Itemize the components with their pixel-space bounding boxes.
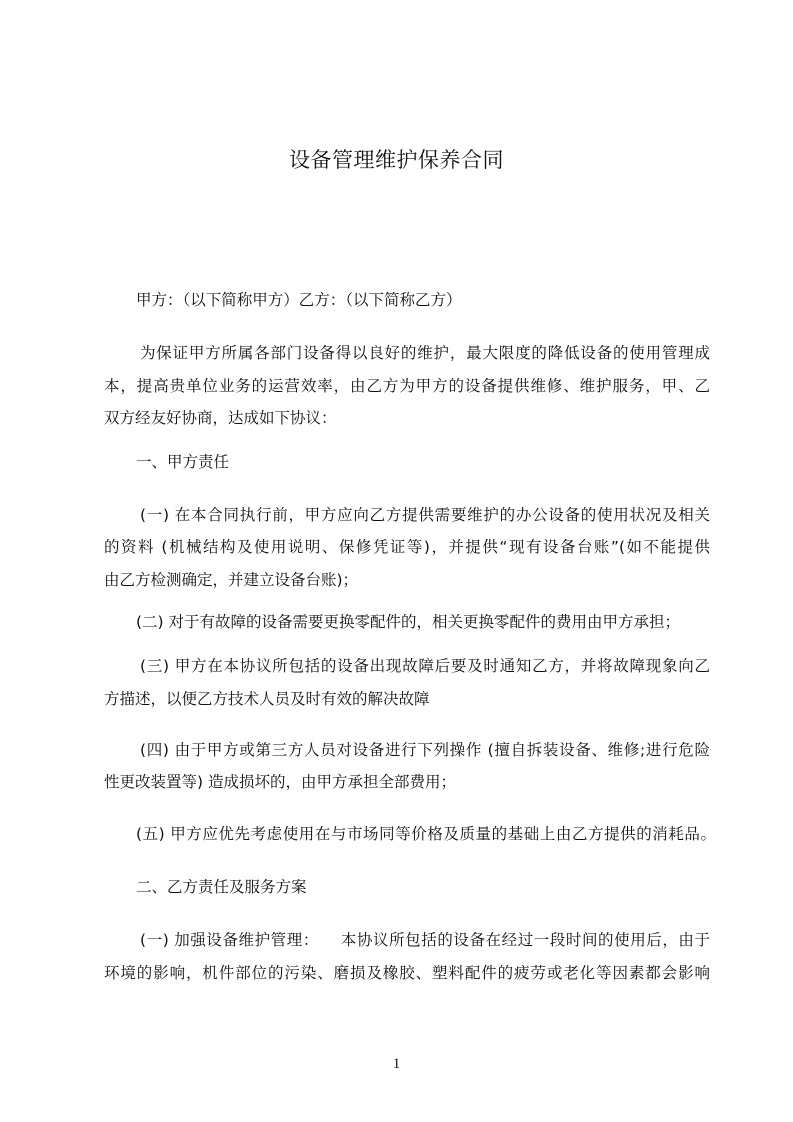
clause-line: (四) 由于甲方或第三方人员对设备进行下列操作 (擅自拆装设备、维修;进行危险 bbox=[140, 741, 710, 759]
clause-line: 环境的影响，机件部位的污染、磨损及橡胶、塑料配件的疲劳或老化等因素都会影响 bbox=[104, 964, 710, 982]
clause-line: 的资料 (机械结构及使用说明、保修凭证等)，并提供“现有设备台账”(如不能提供 bbox=[104, 538, 710, 556]
page-number: 1 bbox=[392, 1056, 401, 1072]
section-heading: 二、乙方责任及服务方案 bbox=[136, 878, 307, 896]
clause-line: (一) 加强设备维护管理： 本协议所包括的设备在经过一段时间的使用后，由于 bbox=[140, 931, 710, 949]
clause-line: (三) 甲方在本协议所包括的设备出现故障后要及时通知乙方，并将故障现象向乙 bbox=[140, 657, 710, 675]
parties-line: 甲方：（以下简称甲方）乙方：（以下简称乙方） bbox=[136, 291, 462, 309]
document-title: 设备管理维护保养合同 bbox=[289, 148, 504, 172]
intro-line: 为保证甲方所属各部门设备得以良好的维护，最大限度的降低设备的使用管理成 bbox=[140, 344, 710, 362]
intro-line: 本，提高贵单位业务的运营效率，由乙方为甲方的设备提供维修、维护服务，甲、乙 bbox=[104, 377, 710, 395]
clause-line: (五) 甲方应优先考虑使用在与市场同等价格及质量的基础上由乙方提供的消耗品。 bbox=[136, 825, 716, 843]
intro-line: 双方经友好协商，达成如下协议： bbox=[104, 409, 337, 427]
clause-line: (一) 在本合同执行前，甲方应向乙方提供需要维护的办公设备的使用状况及相关 bbox=[140, 506, 710, 524]
clause-line: 由乙方检测确定，并建立设备台账)； bbox=[104, 571, 359, 589]
clause-line: 性更改装置等) 造成损坏的，由甲方承担全部费用； bbox=[104, 773, 456, 791]
clause-line: 方描述，以便乙方技术人员及时有效的解决故障 bbox=[104, 690, 430, 708]
clause-line: (二) 对于有故障的设备需要更换零配件的，相关更换零配件的费用由甲方承担； bbox=[136, 613, 681, 631]
section-heading: 一、甲方责任 bbox=[136, 453, 230, 471]
